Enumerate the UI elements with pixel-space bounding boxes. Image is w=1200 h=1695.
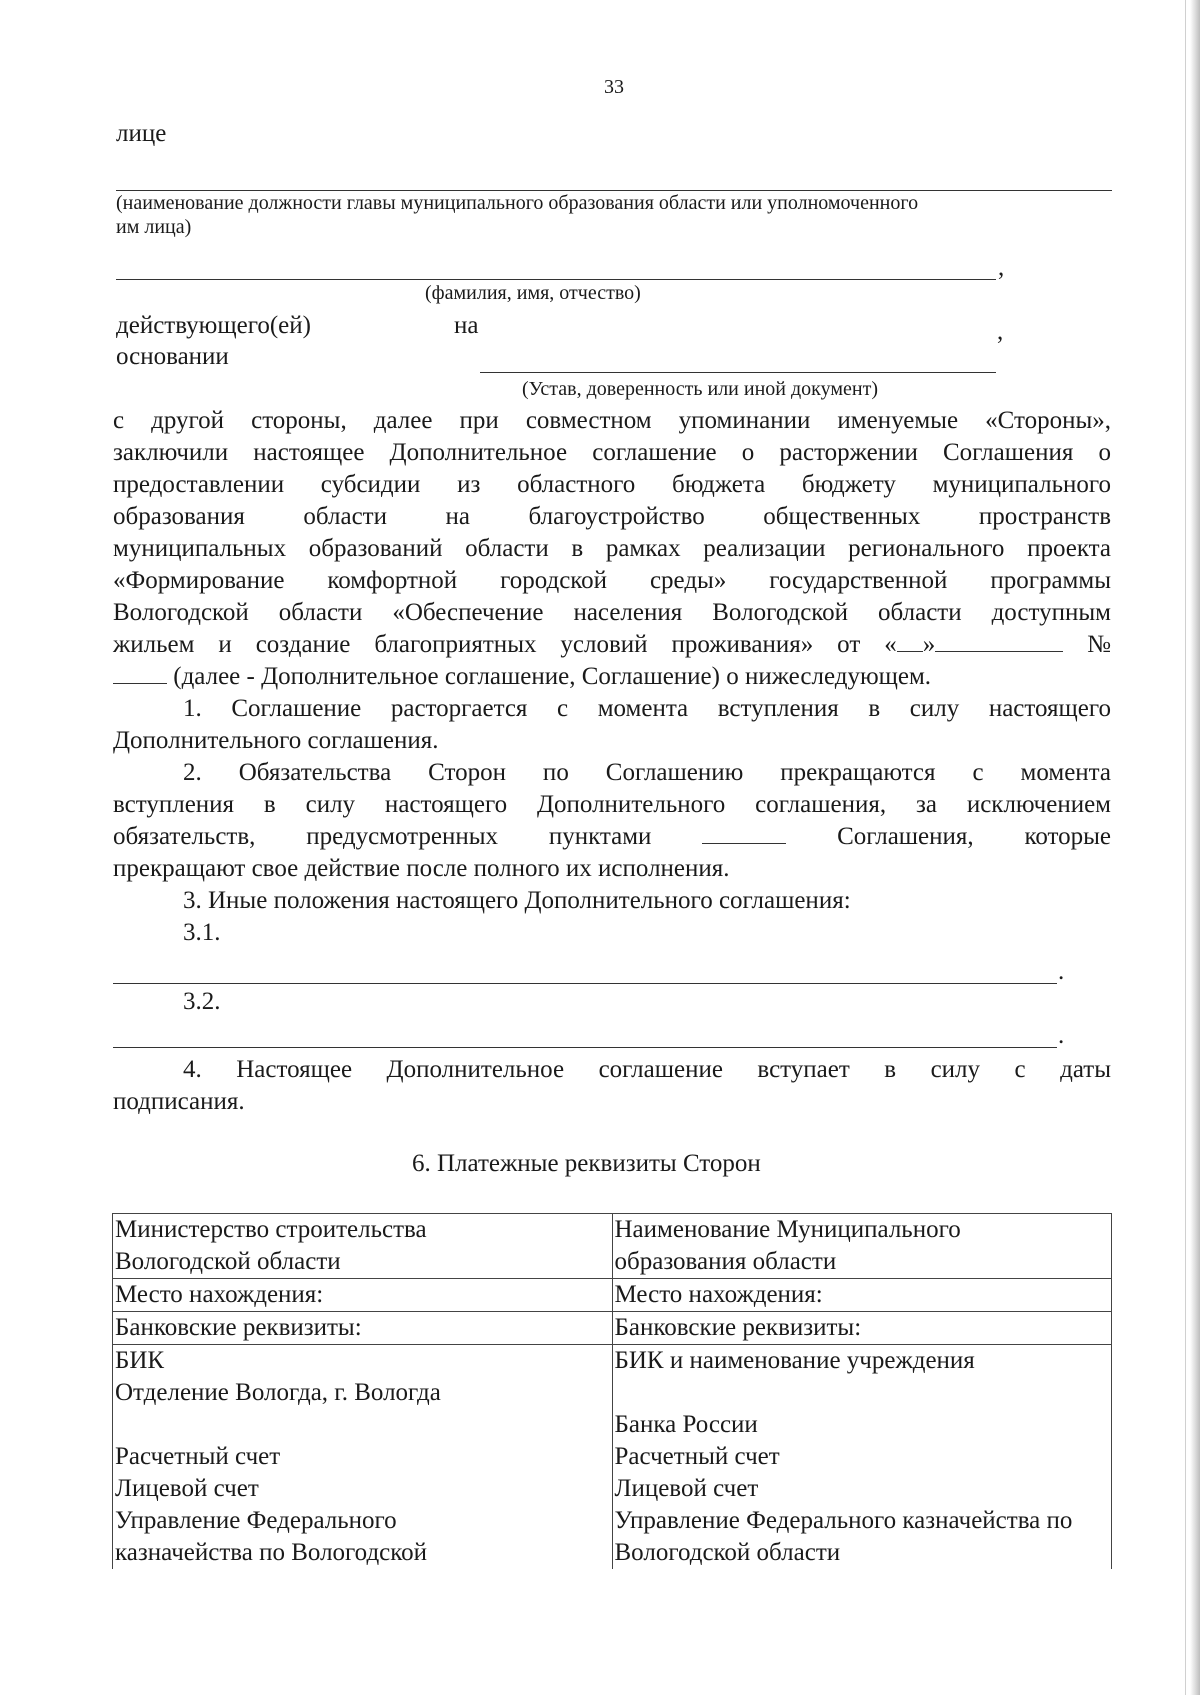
- table-cell-left: [113, 1214, 613, 1279]
- cell-line: Вологодской области: [115, 1248, 341, 1275]
- page-number: 33: [604, 76, 624, 98]
- intro-last-text: (далее - Дополнительное соглашение, Соглашение) о нижеследующем.: [173, 663, 932, 690]
- requisites-table: [112, 1213, 1112, 1569]
- page-edge-shadow: [1190, 0, 1200, 1695]
- intro-date-quote: »: [922, 631, 936, 658]
- cell-line: Место нахождения:: [115, 1281, 324, 1308]
- cell-line: БИК и наименование учреждения: [614, 1347, 975, 1374]
- intro-line: с другой стороны, далее при совместном упоминании именуемые «Стороны»,: [113, 407, 1111, 434]
- comma-basis: ,: [997, 318, 1004, 345]
- cell-line: Управление Федерального: [115, 1507, 397, 1534]
- clause-3-1-label: 3.1.: [183, 919, 221, 946]
- intro-line: муниципальных образований области в рамках реализации регионального проекта: [113, 535, 1111, 562]
- number-sign: №: [1087, 631, 1111, 658]
- cell-line: Наименование Муниципального: [614, 1216, 961, 1243]
- acting-on-label: на: [454, 312, 479, 339]
- clause-3-1-underline: [113, 983, 1057, 984]
- intro-line: образования области на благоустройство общественных пространств: [113, 503, 1111, 530]
- cell-line: Отделение Вологда, г. Вологда: [115, 1379, 441, 1406]
- table-row: [113, 1345, 1112, 1570]
- cell-line: БИК: [115, 1347, 165, 1374]
- position-underline: [116, 190, 1112, 191]
- clauses-blank: [702, 823, 786, 844]
- intro-line: Вологодской области «Обеспечение населения Вологодской области доступным: [113, 599, 1111, 626]
- cell-line: образования области: [614, 1248, 837, 1275]
- caption-fio: (фамилия, имя, отчество): [425, 282, 641, 304]
- clause-3-2-dot: .: [1058, 1022, 1065, 1049]
- table-cell-left: [113, 1345, 613, 1570]
- cell-line: казначейства по Вологодской: [115, 1539, 428, 1566]
- intro-line: «Формирование комфортной городской среды» государственной программы: [113, 567, 1111, 594]
- date-blank: [935, 631, 1063, 652]
- fio-underline: [116, 279, 996, 280]
- intro-line: предоставлении субсидии из областного бюджета бюджету муниципального: [113, 471, 1111, 498]
- cell-line: Расчетный счет: [614, 1443, 780, 1470]
- clause-2-line: 2. Обязательства Сторон по Соглашению прекращаются с момента: [183, 759, 1111, 786]
- caption-basis: (Устав, доверенность или иной документ): [522, 378, 878, 400]
- caption-position-cont: им лица): [116, 216, 192, 238]
- section-title: 6. Платежные реквизиты Сторон: [412, 1150, 761, 1177]
- page-edge-line: [1185, 0, 1186, 1695]
- cell-line: Место нахождения:: [614, 1281, 823, 1308]
- clause-2-line: [113, 821, 1111, 853]
- cell-line: Управление Федерального казначейства по: [614, 1507, 1073, 1534]
- table-cell-left: [113, 1279, 613, 1312]
- table-row: [113, 1312, 1112, 1345]
- clause-4-line: подписания.: [113, 1088, 245, 1115]
- intro-paragraph: [113, 405, 1111, 949]
- intro-line: заключили настоящее Дополнительное соглашение о расторжении Соглашения о: [113, 439, 1111, 466]
- clause-3-2-label: 3.2.: [183, 988, 221, 1015]
- cell-line: Банка России: [614, 1411, 758, 1438]
- basis-underline: [480, 372, 996, 373]
- acting-label: действующего(ей): [116, 312, 311, 339]
- cell-line: Лицевой счет: [614, 1475, 759, 1502]
- cell-line: Расчетный счет: [115, 1443, 281, 1470]
- clause-3-2-underline: [113, 1047, 1057, 1048]
- table-cell-right: [612, 1214, 1112, 1279]
- clause-2-text-b: Соглашения, которые: [837, 823, 1112, 850]
- cell-line: Вологодской области: [614, 1539, 841, 1566]
- clause-2-line: прекращают свое действие после полного их исполнения.: [113, 855, 730, 882]
- basis-label: основании: [116, 343, 229, 370]
- agreement-number-blank: [113, 663, 167, 684]
- table-cell-right: [612, 1345, 1112, 1570]
- clause-3-1-dot: .: [1058, 958, 1065, 985]
- table-row: [113, 1279, 1112, 1312]
- clause-2-line: вступления в силу настоящего Дополнительного соглашения, за исключением: [113, 791, 1111, 818]
- cell-line: [615, 1377, 1112, 1409]
- caption-position: (наименование должности главы муниципального образования области или уполномоченного: [116, 192, 919, 214]
- clause-1-line: Дополнительного соглашения.: [113, 727, 439, 754]
- comma-fio: ,: [998, 254, 1005, 281]
- header-line-face: лице: [116, 120, 167, 147]
- clause-4: [113, 1054, 1111, 1118]
- cell-line: Министерство строительства: [115, 1216, 427, 1243]
- intro-line-last: [113, 661, 1111, 693]
- table-cell-left: [113, 1312, 613, 1345]
- cell-line: [115, 1409, 612, 1441]
- clause-1-line: 1. Соглашение расторгается с момента вступления в силу настоящего: [183, 695, 1111, 722]
- clause-2-text-a: обязательств, предусмотренных пунктами: [113, 823, 652, 850]
- cell-line: Банковские реквизиты:: [614, 1314, 862, 1341]
- day-blank: [897, 631, 923, 652]
- table-cell-right: [612, 1279, 1112, 1312]
- cell-line: Лицевой счет: [115, 1475, 259, 1502]
- cell-line: Банковские реквизиты:: [115, 1314, 362, 1341]
- table-row: [113, 1214, 1112, 1279]
- table-cell-right: [612, 1312, 1112, 1345]
- clause-3-heading: 3. Иные положения настоящего Дополнительного соглашения:: [183, 887, 851, 914]
- clause-4-line: 4. Настоящее Дополнительное соглашение вступает в силу с даты: [183, 1056, 1111, 1083]
- intro-line-date: [113, 629, 1111, 661]
- intro-date-text: жильем и создание благоприятных условий проживания» от «: [113, 631, 897, 658]
